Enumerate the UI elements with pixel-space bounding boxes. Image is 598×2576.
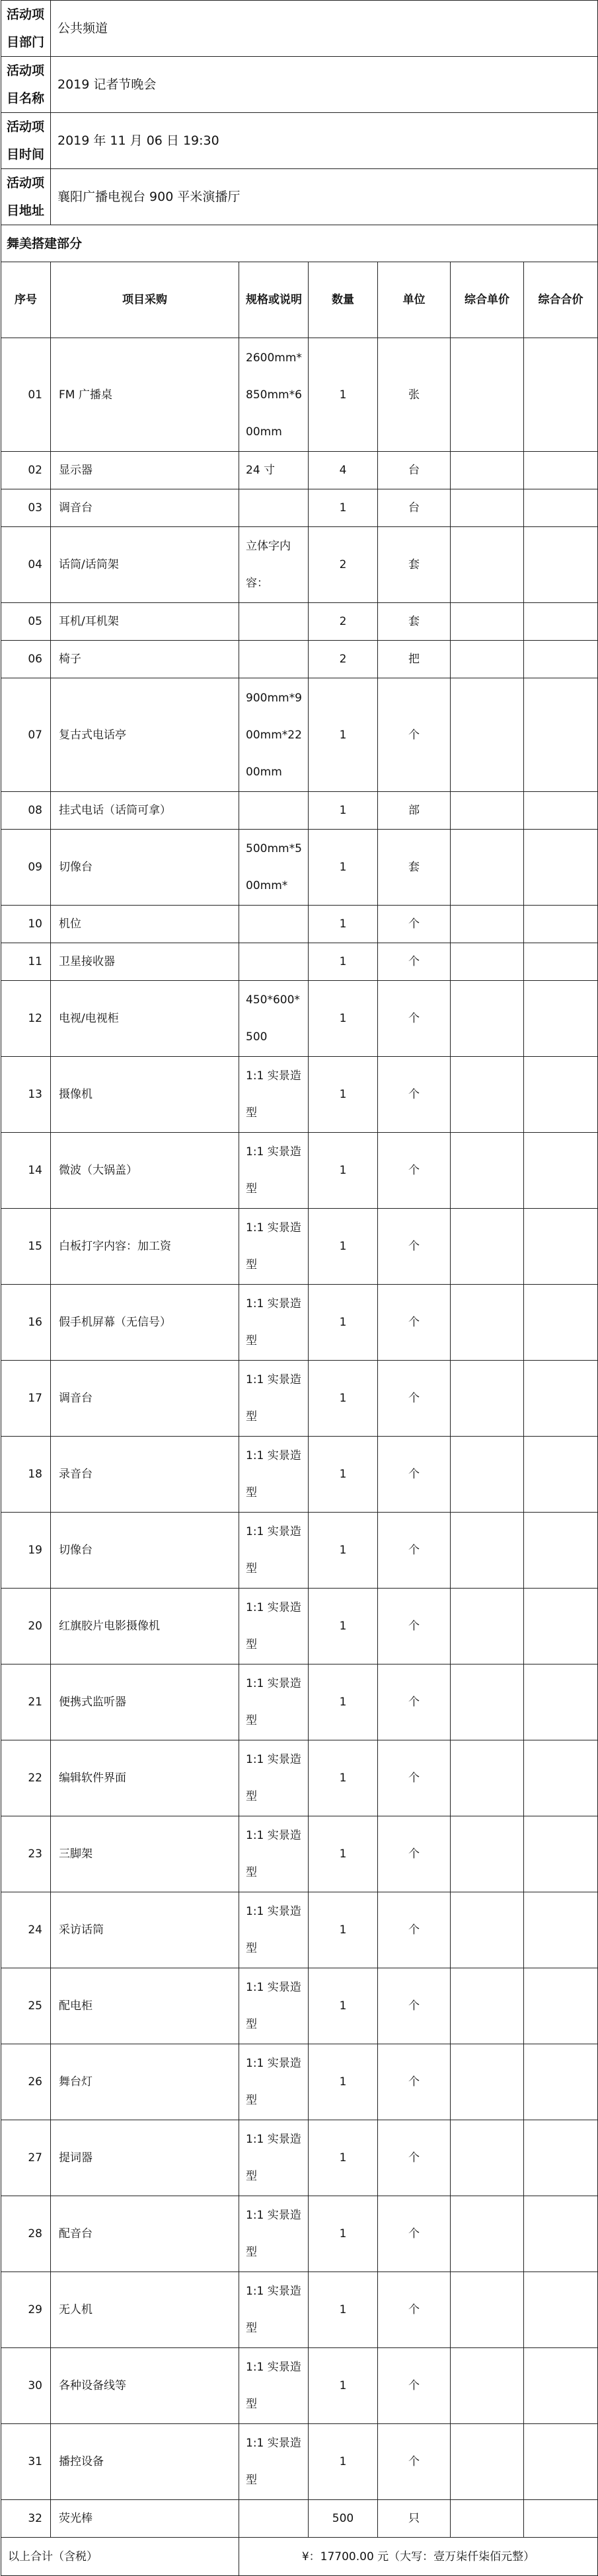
item-unit-price [451,1057,524,1133]
item-spec [239,641,309,678]
row-number: 07 [1,678,51,792]
item-unit-price [451,1664,524,1740]
table-row [1,1740,598,1816]
item-unit-price [451,792,524,830]
item-unit: 个 [378,1589,451,1664]
item-spec [239,943,309,981]
row-number: 01 [1,338,51,452]
item-total-price [524,603,598,641]
item-unit: 个 [378,1209,451,1285]
item-unit: 个 [378,1361,451,1437]
table-row [1,452,598,489]
item-unit-price [451,641,524,678]
row-number: 18 [1,1437,51,1513]
item-unit: 个 [378,2348,451,2424]
item-unit: 台 [378,452,451,489]
item-spec: 1:1 实景造型 [239,1361,309,1437]
item-quantity: 1 [309,1816,378,1892]
total-row [1,2538,598,2576]
item-total-price [524,906,598,943]
table-row [1,2348,598,2424]
item-total-price [524,830,598,906]
item-quantity: 1 [309,1968,378,2044]
item-quantity: 1 [309,338,378,452]
item-unit: 个 [378,906,451,943]
item-unit-price [451,1589,524,1664]
item-quantity: 1 [309,1589,378,1664]
header-qty: 数量 [309,262,378,338]
row-number: 09 [1,830,51,906]
item-total-price [524,338,598,452]
item-unit-price [451,830,524,906]
row-number: 22 [1,1740,51,1816]
table-row [1,792,598,830]
item-quantity: 1 [309,981,378,1057]
item-quantity: 1 [309,2120,378,2196]
info-label: 活动项目名称 [1,57,51,113]
item-spec [239,2500,309,2538]
item-name: 采访话筒 [51,1892,239,1968]
item-total-price [524,2272,598,2348]
item-name: 提词器 [51,2120,239,2196]
item-name: 卫星接收器 [51,943,239,981]
item-total-price [524,1513,598,1589]
item-unit: 个 [378,1968,451,2044]
item-unit-price [451,1285,524,1361]
item-total-price [524,2424,598,2500]
header-unit: 单位 [378,262,451,338]
item-unit: 个 [378,2196,451,2272]
item-total-price [524,489,598,527]
item-total-price [524,1589,598,1664]
table-row [1,2424,598,2500]
item-total-price [524,1740,598,1816]
item-name: 便携式监听器 [51,1664,239,1740]
table-row [1,641,598,678]
item-spec: 立体字内容： [239,527,309,603]
item-spec: 1:1 实景造型 [239,2424,309,2500]
section-row [1,225,598,262]
item-spec: 1:1 实景造型 [239,1892,309,1968]
item-spec: 1:1 实景造型 [239,1816,309,1892]
table-row [1,943,598,981]
item-name: FM 广播桌 [51,338,239,452]
item-quantity: 1 [309,1361,378,1437]
item-name: 电视/电视柜 [51,981,239,1057]
table-row [1,2500,598,2538]
item-name: 切像台 [51,1513,239,1589]
item-name: 配电柜 [51,1968,239,2044]
header-unit-price: 综合单价 [451,262,524,338]
item-quantity: 1 [309,792,378,830]
table-row [1,1437,598,1513]
item-spec: 1:1 实景造型 [239,1437,309,1513]
row-number: 25 [1,1968,51,2044]
table-row [1,1968,598,2044]
table-row [1,830,598,906]
table-row [1,2044,598,2120]
row-number: 21 [1,1664,51,1740]
item-quantity: 2 [309,603,378,641]
item-unit: 个 [378,2044,451,2120]
table-row [1,1513,598,1589]
table-row [1,338,598,452]
item-quantity: 2 [309,641,378,678]
item-spec: 1:1 实景造型 [239,1285,309,1361]
item-total-price [524,2044,598,2120]
item-unit-price [451,338,524,452]
row-number: 14 [1,1133,51,1209]
row-number: 24 [1,1892,51,1968]
item-quantity: 1 [309,1740,378,1816]
item-unit: 把 [378,641,451,678]
row-number: 19 [1,1513,51,1589]
row-number: 20 [1,1589,51,1664]
item-total-price [524,1361,598,1437]
row-number: 32 [1,2500,51,2538]
item-spec: 1:1 实景造型 [239,1513,309,1589]
item-quantity: 1 [309,1057,378,1133]
item-unit: 个 [378,1057,451,1133]
item-quantity: 1 [309,2196,378,2272]
table-row [1,1285,598,1361]
item-unit-price [451,1133,524,1209]
info-label: 活动项目地址 [1,169,51,225]
info-row-department [1,1,598,57]
item-quantity: 1 [309,1285,378,1361]
item-name: 荧光棒 [51,2500,239,2538]
row-number: 29 [1,2272,51,2348]
item-name: 挂式电话（话筒可拿） [51,792,239,830]
item-unit: 个 [378,943,451,981]
item-spec: 2600mm*850mm*600mm [239,338,309,452]
item-name: 舞台灯 [51,2044,239,2120]
item-total-price [524,2348,598,2424]
item-quantity: 1 [309,1513,378,1589]
item-unit-price [451,527,524,603]
item-unit: 套 [378,830,451,906]
item-unit: 套 [378,603,451,641]
item-unit: 只 [378,2500,451,2538]
row-number: 16 [1,1285,51,1361]
info-value: 襄阳广播电视台 900 平米演播厅 [51,169,598,225]
item-unit-price [451,1892,524,1968]
header-no: 序号 [1,262,51,338]
item-unit: 个 [378,2424,451,2500]
table-row [1,678,598,792]
item-quantity: 4 [309,452,378,489]
item-total-price [524,943,598,981]
item-name: 微波（大锅盖） [51,1133,239,1209]
table-row [1,1133,598,1209]
item-name: 机位 [51,906,239,943]
item-unit-price [451,2272,524,2348]
row-number: 11 [1,943,51,981]
item-unit: 个 [378,2272,451,2348]
info-value: 2019 年 11 月 06 日 19:30 [51,113,598,169]
info-row-address [1,169,598,225]
info-row-time [1,113,598,169]
item-name: 无人机 [51,2272,239,2348]
item-name: 编辑软件界面 [51,1740,239,1816]
item-quantity: 1 [309,1664,378,1740]
item-total-price [524,678,598,792]
item-name: 三脚架 [51,1816,239,1892]
item-name: 调音台 [51,489,239,527]
item-unit-price [451,1816,524,1892]
item-unit: 个 [378,2120,451,2196]
item-unit: 个 [378,1133,451,1209]
item-total-price [524,981,598,1057]
item-unit-price [451,1968,524,2044]
item-total-price [524,527,598,603]
item-unit-price [451,1209,524,1285]
item-unit-price [451,452,524,489]
row-number: 15 [1,1209,51,1285]
item-quantity: 1 [309,1892,378,1968]
item-total-price [524,792,598,830]
info-label: 活动项目部门 [1,1,51,57]
table-row [1,1589,598,1664]
item-unit-price [451,603,524,641]
info-value: 公共频道 [51,1,598,57]
table-row [1,981,598,1057]
item-unit-price [451,2424,524,2500]
table-row [1,2272,598,2348]
item-spec [239,603,309,641]
item-unit: 个 [378,1664,451,1740]
row-number: 12 [1,981,51,1057]
info-value: 2019 记者节晚会 [51,57,598,113]
item-total-price [524,1437,598,1513]
info-row-name [1,57,598,113]
item-total-price [524,641,598,678]
table-row [1,1209,598,1285]
item-unit-price [451,2348,524,2424]
item-unit-price [451,2500,524,2538]
item-quantity: 1 [309,906,378,943]
item-spec: 1:1 实景造型 [239,2044,309,2120]
item-spec: 1:1 实景造型 [239,2272,309,2348]
item-unit-price [451,1361,524,1437]
row-number: 23 [1,1816,51,1892]
item-name: 各种设备线等 [51,2348,239,2424]
item-unit-price [451,489,524,527]
item-name: 切像台 [51,830,239,906]
item-unit-price [451,678,524,792]
item-name: 播控设备 [51,2424,239,2500]
item-spec: 1:1 实景造型 [239,1209,309,1285]
item-unit-price [451,1740,524,1816]
total-label: 以上合计（含税） [1,2538,239,2576]
table-row [1,527,598,603]
item-total-price [524,2120,598,2196]
item-quantity: 1 [309,830,378,906]
item-total-price [524,1664,598,1740]
header-spec: 规格或说明 [239,262,309,338]
item-quantity: 1 [309,2272,378,2348]
item-total-price [524,1209,598,1285]
item-unit-price [451,943,524,981]
item-unit-price [451,2120,524,2196]
item-total-price [524,1285,598,1361]
item-unit: 个 [378,678,451,792]
table-row [1,2120,598,2196]
item-quantity: 1 [309,678,378,792]
table-row [1,906,598,943]
item-unit: 个 [378,1285,451,1361]
item-unit: 张 [378,338,451,452]
item-spec: 1:1 实景造型 [239,1664,309,1740]
row-number: 02 [1,452,51,489]
item-name: 耳机/耳机架 [51,603,239,641]
item-spec: 1:1 实景造型 [239,1589,309,1664]
table-row [1,1664,598,1740]
item-total-price [524,2196,598,2272]
item-name: 显示器 [51,452,239,489]
item-spec: 450*600*500 [239,981,309,1057]
table-row [1,2196,598,2272]
row-number: 08 [1,792,51,830]
item-total-price [524,1892,598,1968]
row-number: 10 [1,906,51,943]
item-unit: 套 [378,527,451,603]
row-number: 31 [1,2424,51,2500]
item-spec: 500mm*500mm* [239,830,309,906]
item-quantity: 1 [309,1437,378,1513]
item-quantity: 1 [309,489,378,527]
item-quantity: 2 [309,527,378,603]
item-spec: 1:1 实景造型 [239,1968,309,2044]
section-title: 舞美搭建部分 [1,225,598,262]
item-spec [239,792,309,830]
item-quantity: 1 [309,943,378,981]
row-number: 28 [1,2196,51,2272]
item-spec: 1:1 实景造型 [239,1740,309,1816]
item-spec: 1:1 实景造型 [239,2120,309,2196]
item-quantity: 500 [309,2500,378,2538]
item-unit: 个 [378,1816,451,1892]
item-total-price [524,452,598,489]
row-number: 26 [1,2044,51,2120]
item-unit: 台 [378,489,451,527]
item-unit-price [451,2196,524,2272]
item-unit-price [451,2044,524,2120]
table-row [1,1361,598,1437]
item-total-price [524,1057,598,1133]
item-name: 摄像机 [51,1057,239,1133]
row-number: 04 [1,527,51,603]
item-unit: 个 [378,1892,451,1968]
item-quantity: 1 [309,2424,378,2500]
item-name: 配音台 [51,2196,239,2272]
item-spec: 1:1 实景造型 [239,2196,309,2272]
item-name: 红旗胶片电影摄像机 [51,1589,239,1664]
item-unit-price [451,1513,524,1589]
item-quantity: 1 [309,1133,378,1209]
row-number: 05 [1,603,51,641]
table-row [1,489,598,527]
row-number: 13 [1,1057,51,1133]
item-spec: 24 寸 [239,452,309,489]
item-unit: 部 [378,792,451,830]
total-value: ¥：17700.00 元（大写：壹万柒仟柒佰元整） [239,2538,598,2576]
table-row [1,1057,598,1133]
header-row [1,262,598,338]
item-name: 录音台 [51,1437,239,1513]
item-name: 假手机屏幕（无信号） [51,1285,239,1361]
item-quantity: 1 [309,2044,378,2120]
header-item: 项目采购 [51,262,239,338]
item-name: 椅子 [51,641,239,678]
item-spec: 1:1 实景造型 [239,1133,309,1209]
item-name: 复古式电话亭 [51,678,239,792]
item-unit-price [451,906,524,943]
info-label: 活动项目时间 [1,113,51,169]
item-total-price [524,1816,598,1892]
item-spec: 900mm*900mm*2200mm [239,678,309,792]
item-total-price [524,2500,598,2538]
item-name: 调音台 [51,1361,239,1437]
table-row [1,1892,598,1968]
item-unit: 个 [378,1513,451,1589]
item-unit-price [451,981,524,1057]
table-row [1,603,598,641]
row-number: 30 [1,2348,51,2424]
row-number: 17 [1,1361,51,1437]
header-total-price: 综合合价 [524,262,598,338]
item-name: 话筒/话筒架 [51,527,239,603]
row-number: 27 [1,2120,51,2196]
item-unit: 个 [378,1437,451,1513]
item-spec: 1:1 实景造型 [239,2348,309,2424]
item-unit: 个 [378,1740,451,1816]
item-spec [239,906,309,943]
item-total-price [524,1133,598,1209]
item-quantity: 1 [309,2348,378,2424]
item-total-price [524,1968,598,2044]
item-quantity: 1 [309,1209,378,1285]
table-row [1,1816,598,1892]
item-name: 白板打字内容：加工资 [51,1209,239,1285]
row-number: 03 [1,489,51,527]
row-number: 06 [1,641,51,678]
item-unit: 个 [378,981,451,1057]
item-unit-price [451,1437,524,1513]
quotation-table [1,0,598,2576]
item-spec: 1:1 实景造型 [239,1057,309,1133]
item-spec [239,489,309,527]
